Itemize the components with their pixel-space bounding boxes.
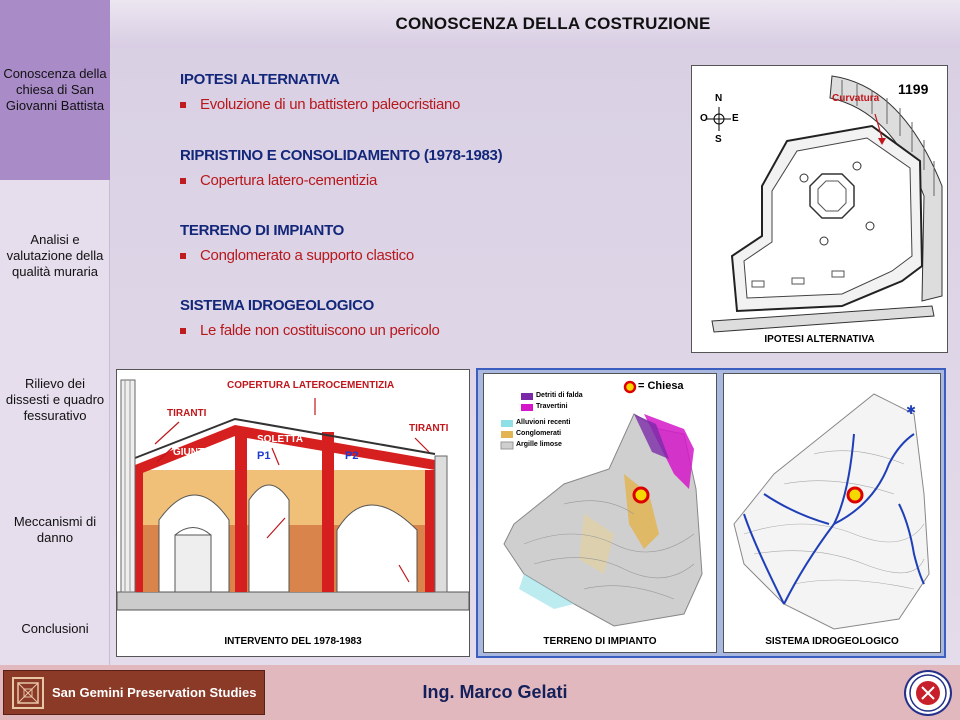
hydro-map-panel[interactable] [723, 373, 941, 653]
legend-alluvioni: Alluvioni recenti [516, 419, 571, 426]
section-title: IPOTESI ALTERNATIVA [180, 71, 340, 88]
sidebar-item-conclusioni[interactable]: Conclusioni [21, 621, 89, 636]
sidebar-item-analisi[interactable]: Analisi e valutazione della qualità muraria [6, 232, 104, 279]
label-iniez: INIEZ. [257, 540, 286, 551]
plan-drawing [692, 66, 947, 352]
plan-caption: IPOTESI ALTERNATIVA [764, 334, 875, 345]
svg-text:✱: ✱ [906, 403, 917, 417]
legend-swatch-argille [501, 442, 513, 449]
plan-year: 1199 [898, 81, 929, 97]
bullet-icon [180, 328, 186, 334]
section-drawing-panel[interactable] [116, 369, 470, 657]
section-title: TERRENO DI IMPIANTO [180, 222, 345, 239]
bullet-item [180, 247, 414, 264]
header [110, 0, 960, 48]
label-consol: CONSOL. [349, 530, 395, 541]
hydro-caption: SISTEMA IDROGEOLOGICO [765, 636, 899, 647]
bullet-text: Copertura latero-cementizia [200, 172, 377, 189]
compass-o: O [700, 113, 708, 124]
legend-swatch-alluvioni [501, 420, 513, 427]
bullet-item [180, 96, 460, 113]
legend-swatch-detriti [521, 393, 533, 400]
bullet-item [180, 172, 502, 189]
bullet-text: Le falde non costituiscono un pericolo [200, 322, 440, 339]
section-title: SISTEMA IDROGEOLOGICO [180, 297, 374, 314]
compass-n: N [715, 93, 723, 104]
geo-caption: TERRENO DI IMPIANTO [543, 636, 657, 647]
legend-travertini: Travertini [536, 403, 568, 410]
bullet-item [180, 322, 440, 339]
section-ipotesi [180, 71, 460, 113]
presenter-name: Ing. Marco Gelati [422, 682, 568, 702]
curvature-label: Curvatura [832, 93, 880, 104]
sidebar-item-meccanismi[interactable]: Meccanismi di danno [13, 514, 97, 545]
page-title: CONOSCENZA DELLA COSTRUZIONE [395, 14, 711, 33]
compass-s: S [715, 134, 722, 145]
section-idrogeologico [180, 297, 440, 339]
bullet-icon [180, 253, 186, 259]
university-seal-icon [904, 670, 952, 716]
bullet-icon [180, 102, 186, 108]
label-fondale: FONDALE [349, 543, 398, 554]
label-p1: P1 [257, 450, 271, 462]
bullet-icon [180, 178, 186, 184]
bullet-text: Evoluzione di un battistero paleocristiano [200, 96, 461, 113]
section-terreno [180, 222, 414, 264]
hydro-map [724, 374, 940, 652]
label-soletta: SOLETTA [257, 434, 303, 445]
sidebar-item-rilievo[interactable]: Rilievo dei dissesti e quadro fessurativo [5, 376, 105, 423]
marker-legend: = Chiesa [638, 380, 684, 392]
legend-argille: Argille limose [516, 441, 562, 448]
legend-conglomerati: Conglomerati [516, 430, 562, 437]
label-copertura: COPERTURA LATEROCEMENTIZIA [227, 380, 395, 391]
bullet-text: Conglomerato a supporto clastico [200, 247, 414, 264]
sidebar [0, 0, 110, 665]
section-caption: INTERVENTO DEL 1978-1983 [224, 636, 362, 647]
legend-swatch-travertini [521, 404, 533, 411]
sidebar-item-conoscenza[interactable]: Conoscenza della chiesa di San Giovanni Battista [0, 0, 110, 180]
plan-panel[interactable] [691, 65, 948, 353]
legend-swatch-conglomerati [501, 431, 513, 438]
label-tiranti-right: TIRANTI [409, 423, 449, 434]
label-giunti: GIUNTI [173, 447, 207, 458]
label-p2: P2 [345, 450, 359, 462]
section-ripristino [180, 147, 502, 189]
logo-text: San Gemini Preservation Studies [52, 685, 257, 700]
legend-detriti: Detriti di falda [536, 392, 583, 399]
compass-e: E [732, 113, 739, 124]
geo-map [484, 374, 716, 652]
section-title: RIPRISTINO E CONSOLIDAMENTO (1978-1983) [180, 147, 503, 164]
label-tiranti-left: TIRANTI [167, 408, 207, 419]
geo-map-panel[interactable] [483, 373, 717, 653]
